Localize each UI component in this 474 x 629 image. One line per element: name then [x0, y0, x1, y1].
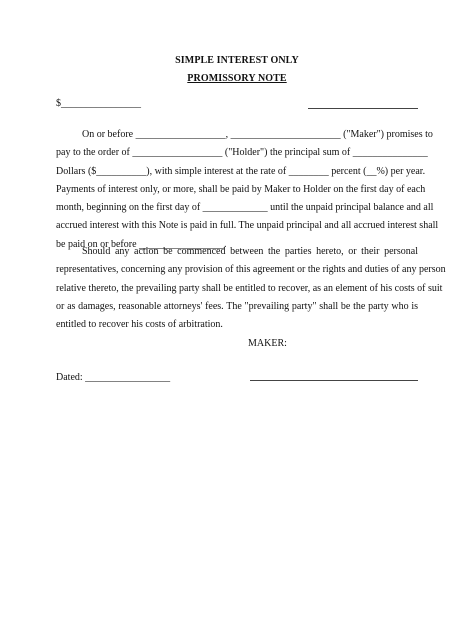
place-date-blank-line[interactable]: [308, 108, 418, 109]
paragraph-line: entitled to recover his costs of arbitration.: [56, 319, 223, 331]
paragraph-line: or as damages, reasonable attorneys' fees. The "prevailing party" shall be the party who is: [56, 300, 418, 312]
document-title: SIMPLE INTEREST ONLY: [175, 55, 299, 66]
maker-label: MAKER:: [248, 338, 287, 349]
dated-field[interactable]: Dated: _________________: [56, 372, 171, 383]
paragraph-line: be paid on or before _________________.: [56, 238, 227, 250]
paragraph-line: accrued interest with this Note is paid in full. The unpaid principal and all accrued interest shall: [56, 220, 439, 232]
document-subtitle: PROMISSORY NOTE: [187, 73, 287, 84]
paragraph-line: relative thereto, the prevailing party shall be entitled to recover, as an element of his costs of suit: [56, 282, 443, 294]
paragraph-line: pay to the order of __________________ ("Holder") the principal sum of _______________: [56, 147, 428, 159]
attorney-fees-paragraph: [56, 243, 446, 334]
paragraph-line: On or before __________________, ______________________ ("Maker") promises to: [82, 129, 433, 140]
paragraph-line: representatives, concerning any provision of this agreement or the rights and duties of any person: [56, 264, 446, 276]
paragraph-line: Dollars ($__________), with simple interest at the rate of ________ percent (__%) per year.: [56, 165, 426, 177]
paragraph-line: Should any action be commenced between the parties hereto, or their personal: [82, 246, 418, 257]
payment-terms-paragraph: [56, 126, 439, 254]
amount-field[interactable]: $________________: [56, 98, 141, 109]
paragraph-line: Payments of interest only, or more, shall be paid by Maker to Holder on the first day of each: [56, 183, 426, 195]
maker-signature-line[interactable]: [250, 380, 418, 381]
paragraph-line: month, beginning on the first day of _____________ until the unpaid principal balance and all: [56, 202, 434, 214]
